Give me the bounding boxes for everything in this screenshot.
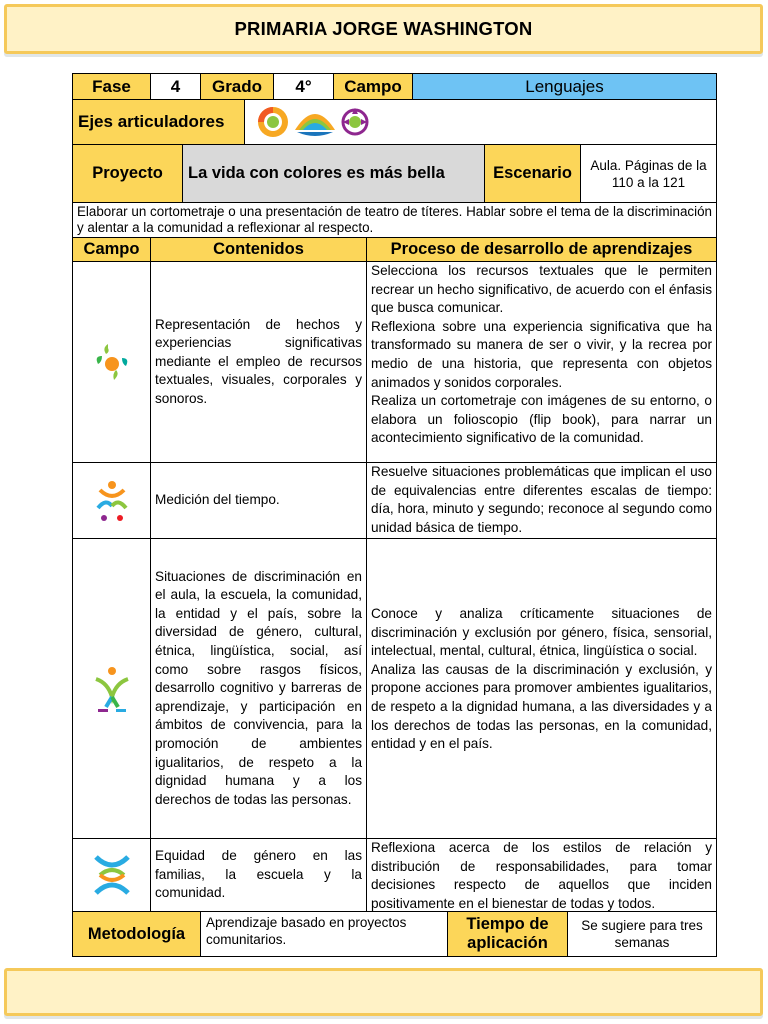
ejes-icon-vida-saludable	[293, 104, 337, 140]
project-description: Elaborar un cortometraje o una presentación de teatro de títeres. Hablar sobre el tema de la discriminación y alentar a la comunidad a reflexionar al respecto.	[73, 203, 716, 238]
proceso-item: Reflexiona acerca de los estilos de relación y distribución de responsabilidades, para tomar decisiones respecto de aquellos que inciden positivamente en el bienestar de todas y todos.	[371, 840, 712, 911]
escenario-label: Escenario	[485, 145, 581, 202]
proceso-item: Reflexiona sobre una experiencia significativa que ha transformado su manera de ser o vivir, y la recrea por medio de una historia, que representa con objetos animados y sonidos corporales.	[371, 318, 712, 390]
saberes-icon	[92, 478, 132, 524]
proyecto-label: Proyecto	[73, 145, 183, 202]
campo-cell	[73, 539, 151, 838]
table-row	[73, 539, 716, 839]
tiempo-value: Se sugiere para tres semanas	[581, 918, 703, 950]
campo-cell	[73, 262, 151, 462]
col-header-contenidos: Contenidos	[151, 238, 367, 261]
table-row	[73, 262, 716, 463]
etica-icon	[92, 665, 132, 713]
footer-banner	[4, 968, 763, 1016]
ejes-label: Ejes articuladores	[73, 100, 245, 144]
humano-icon	[92, 851, 132, 899]
school-title: PRIMARIA JORGE WASHINGTON	[234, 18, 533, 39]
proceso-item: Resuelve situaciones problemáticas que implican el uso de equivalencias entre diferentes escalas de tiempo: día, hora, minuto y segundo; reconoce al segundo como unidad básica de tiempo.	[371, 464, 712, 535]
proceso-cell	[367, 539, 716, 838]
contenido-cell: Medición del tiempo.	[151, 463, 367, 538]
footer-row	[73, 912, 716, 956]
campo-cell	[73, 463, 151, 538]
proceso-cell	[367, 463, 716, 538]
table-row	[73, 839, 716, 912]
ejes-icon-pensamiento	[255, 104, 291, 140]
proyecto-row	[73, 145, 716, 203]
table-row	[73, 463, 716, 539]
escenario-value: Aula. Páginas de la 110 a la 121	[590, 157, 707, 190]
campo-cell	[73, 839, 151, 911]
contenido-cell: Representación de hechos y experiencias significativas mediante el empleo de recursos textuales, visuales, corporales y sonoros.	[151, 262, 367, 462]
grado-value: 4°	[274, 74, 334, 99]
ejes-icon-interculturalidad	[339, 104, 371, 140]
planning-sheet	[72, 73, 717, 957]
school-banner	[4, 4, 763, 54]
header-row	[73, 74, 716, 100]
fase-value: 4	[151, 74, 201, 99]
campo-value: Lenguajes	[413, 74, 716, 99]
tiempo-label: Tiempo de aplicación	[448, 912, 568, 956]
ejes-icons	[245, 100, 716, 144]
proceso-cell	[367, 262, 716, 462]
proceso-cell	[367, 839, 716, 911]
proyecto-value: La vida con colores es más bella	[183, 145, 485, 202]
proceso-item: Conoce y analiza críticamente situaciones de discriminación y exclusión por género, física, sensorial, intelectual, mental, cultural, étnica, lingüística o social.	[371, 606, 712, 659]
col-header-proceso: Proceso de desarrollo de aprendizajes	[390, 240, 693, 258]
proceso-item: Realiza un cortometraje con imágenes de su entorno, o elabora un folioscopio (flip book), para narrar un acontecimiento significativo de la comunidad.	[371, 393, 712, 446]
metodologia-value: Aprendizaje basado en proyectos comunitarios.	[201, 912, 448, 956]
metodologia-label: Metodología	[73, 912, 201, 956]
fase-label: Fase	[73, 74, 151, 99]
ejes-row	[73, 100, 716, 145]
lenguajes-icon	[92, 340, 132, 384]
grado-label: Grado	[201, 74, 274, 99]
campo-label: Campo	[334, 74, 413, 99]
proceso-item: Analiza las causas de la discriminación y exclusión, y propone acciones para promover ambientes igualitarios, de respeto a la dignidad humana, a las diversidades y a los derechos de todas las personas, en la comunidad, entidad y en el país.	[371, 661, 712, 752]
contenido-cell: Equidad de género en las familias, la escuela y la comunidad.	[151, 839, 367, 911]
contenido-cell: Situaciones de discriminación en el aula, la escuela, la comunidad, la entidad y el país, sobre la diversidad de género, cultural, étnica, lingüística, social, así como sobre rasgos físicos, desarrollo cognitivo y barreras de aprendizaje, y participación en ámbitos de convivencia, para la promoción de ambientes igualitarios, de respeto a la dignidad humana y a los derechos de todas las personas.	[151, 539, 367, 838]
table-header-row	[73, 238, 716, 262]
proceso-item: Selecciona los recursos textuales que le permiten recrear un hecho significativo, de acuerdo con el énfasis que busca comunicar.	[371, 263, 712, 316]
col-header-campo: Campo	[73, 238, 151, 261]
